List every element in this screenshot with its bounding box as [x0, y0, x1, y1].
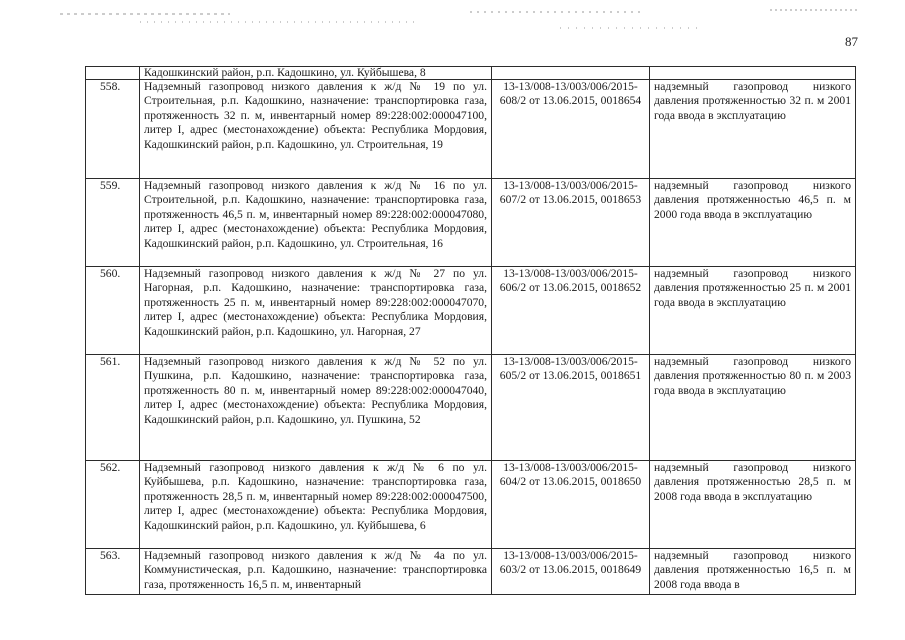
- note-cell: надземный газопровод низкого давления протяженностью 32 п. м 2001 года ввода в эксплуатацию: [650, 80, 856, 179]
- registration-cell: 13-13/008-13/003/006/2015-608/2 от 13.06.2015, 0018654: [492, 80, 650, 179]
- note-cell: надземный газопровод низкого давления протяженностью 28,5 п. м 2008 года ввода в эксплуатацию: [650, 461, 856, 549]
- table-row: [86, 80, 856, 179]
- scan-artifacts: [0, 0, 905, 60]
- row-number-cell: 562.: [86, 461, 140, 549]
- page-number: 87: [845, 34, 858, 49]
- registration-cell: 13-13/008-13/003/006/2015-606/2 от 13.06.2015, 0018652: [492, 267, 650, 355]
- description-cell: Надземный газопровод низкого давления к ж/д № 27 по ул. Нагорная, р.п. Кадошкино, назначение: транспортировка газа, протяженность 25 п. м, инвентарный номер 89:228:002:000047070, литер I, адрес (местонахождение) объекта: Республика Мордовия, Кадошкинский район, р.п. Кадошкино, ул. Нагорная, 27: [140, 267, 492, 355]
- description-cell: Кадошкинский район, р.п. Кадошкино, ул. Куйбышева, 8: [140, 67, 492, 80]
- table-row: [86, 179, 856, 267]
- registration-cell: 13-13/008-13/003/006/2015-607/2 от 13.06.2015, 0018653: [492, 179, 650, 267]
- note-cell: надземный газопровод низкого давления протяженностью 80 п. м 2003 года ввода в эксплуатацию: [650, 355, 856, 461]
- row-number-cell: 563.: [86, 549, 140, 595]
- description-cell: Надземный газопровод низкого давления к ж/д № 16 по ул. Строительной, р.п. Кадошкино, назначение: транспортировка газа, протяженность 46,5 п. м, инвентарный номер 89:228:002:000047080, литер I, адрес (местонахождение) объекта: Республика Мордовия, Кадошкинский район, р.п. Кадошкино, ул. Строительная, 16: [140, 179, 492, 267]
- row-number-cell: 559.: [86, 179, 140, 267]
- row-number-cell: 558.: [86, 80, 140, 179]
- row-number-cell: 560.: [86, 267, 140, 355]
- row-number-cell: [86, 67, 140, 80]
- registration-cell: 13-13/008-13/003/006/2015-605/2 от 13.06.2015, 0018651: [492, 355, 650, 461]
- note-cell: надземный газопровод низкого давления протяженностью 16,5 п. м 2008 года ввода в: [650, 549, 856, 595]
- row-number-cell: 561.: [86, 355, 140, 461]
- description-cell: Надземный газопровод низкого давления к ж/д № 52 по ул. Пушкина, р.п. Кадошкино, назначение: транспортировка газа, протяженность 80 п. м, инвентарный номер 89:228:002:000047040, литер I, адрес (местонахождение) объекта: Республика Мордовия, Кадошкинский район, р.п. Кадошкино, ул. Пушкина, 52: [140, 355, 492, 461]
- table-row: [86, 267, 856, 355]
- table-row: [86, 461, 856, 549]
- registration-cell: [492, 67, 650, 80]
- description-cell: Надземный газопровод низкого давления к ж/д № 6 по ул. Куйбышева, р.п. Кадошкино, назначение: транспортировка газа, протяженность 28,5 п. м, инвентарный номер 89:228:002:000047500, литер I, адрес (местонахождение) объекта: Республика Мордовия, Кадошкинский район, р.п. Кадошкино, ул. Куйбышева, 6: [140, 461, 492, 549]
- registration-cell: 13-13/008-13/003/006/2015-603/2 от 13.06.2015, 0018649: [492, 549, 650, 595]
- note-cell: [650, 67, 856, 80]
- table-row: [86, 549, 856, 595]
- description-cell: Надземный газопровод низкого давления к ж/д № 19 по ул. Строительная, р.п. Кадошкино, назначение: транспортировка газа, протяженность 32 п. м, инвентарный номер 89:228:002:000047100, литер I, адрес (местонахождение) объекта: Республика Мордовия, Кадошкинский район, р.п. Кадошкино, ул. Строительная, 19: [140, 80, 492, 179]
- note-cell: надземный газопровод низкого давления протяженностью 25 п. м 2001 года ввода в эксплуатацию: [650, 267, 856, 355]
- assets-table: [85, 66, 856, 595]
- table-row-continuation: [86, 67, 856, 80]
- note-cell: надземный газопровод низкого давления протяженностью 46,5 п. м 2000 года ввода в эксплуатацию: [650, 179, 856, 267]
- description-cell: Надземный газопровод низкого давления к ж/д № 4а по ул. Коммунистическая, р.п. Кадошкино, назначение: транспортировка газа, протяженность 16,5 п. м, инвентарный: [140, 549, 492, 595]
- registration-cell: 13-13/008-13/003/006/2015-604/2 от 13.06.2015, 0018650: [492, 461, 650, 549]
- table-row: [86, 355, 856, 461]
